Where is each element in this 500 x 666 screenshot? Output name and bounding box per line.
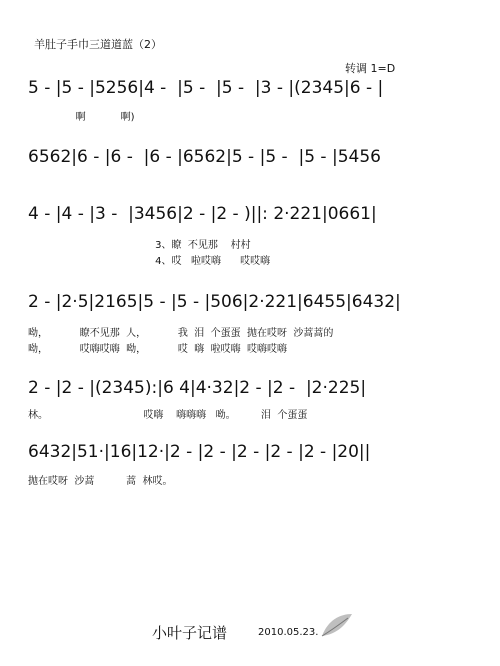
- music-line-4: [0, 292, 500, 355]
- notes: 2 - |2 - |(2345):|6 4|4·32|2 - |2 - |2·225|: [28, 378, 367, 398]
- lyrics-verse-3: 3、瞭 不见那 村村: [28, 240, 251, 251]
- music-line-5: [0, 378, 500, 438]
- song-title: 羊肚子手巾三道道蓝（2）: [34, 38, 162, 51]
- lyrics-verse-4: 呦， 哎嗨哎嗨 呦， 哎 嗨 啦哎嗨 哎嗨哎嗨: [28, 344, 288, 355]
- leaf-icon: [318, 610, 354, 640]
- lyrics-verse-4: 4、哎 啦哎嗨 哎哎嗨: [28, 256, 271, 267]
- date-text: 2010.05.23.: [258, 627, 319, 638]
- key-signature: 转调 1=D: [345, 62, 396, 75]
- transcriber-signature: 小叶子记谱: [152, 624, 228, 642]
- notes: 4 - |4 - |3 - |3456|2 - |2 - )||: 2·221|0661|: [28, 204, 377, 224]
- lyrics: 林。 哎嗨 嗨嗨嗨 呦。 泪 个蛋蛋: [28, 410, 308, 421]
- music-line-6: [0, 442, 500, 502]
- music-line-1: [0, 78, 500, 138]
- lyrics: 抛在哎呀 沙蒿 蒿 林哎。: [28, 476, 173, 487]
- notes: 6562|6 - |6 - |6 - |6562|5 - |5 - |5 - |5456: [28, 147, 381, 167]
- music-line-3: [0, 204, 500, 267]
- music-line-2: [0, 147, 500, 207]
- notes: 6432|51·|16|12·|2 - |2 - |2 - |2 - |2 - |20||: [28, 442, 371, 462]
- notes: 5 - |5 - |5256|4 - |5 - |5 - |3 - |(2345|6 - |: [28, 78, 384, 98]
- lyrics: 啊 啊): [28, 112, 135, 123]
- notes: 2 - |2·5|2165|5 - |5 - |506|2·221|6455|6432|: [28, 292, 401, 312]
- lyrics-verse-3: 呦， 瞭不见那 人， 我 泪 个蛋蛋 抛在哎呀 沙蒿蒿的: [28, 328, 334, 339]
